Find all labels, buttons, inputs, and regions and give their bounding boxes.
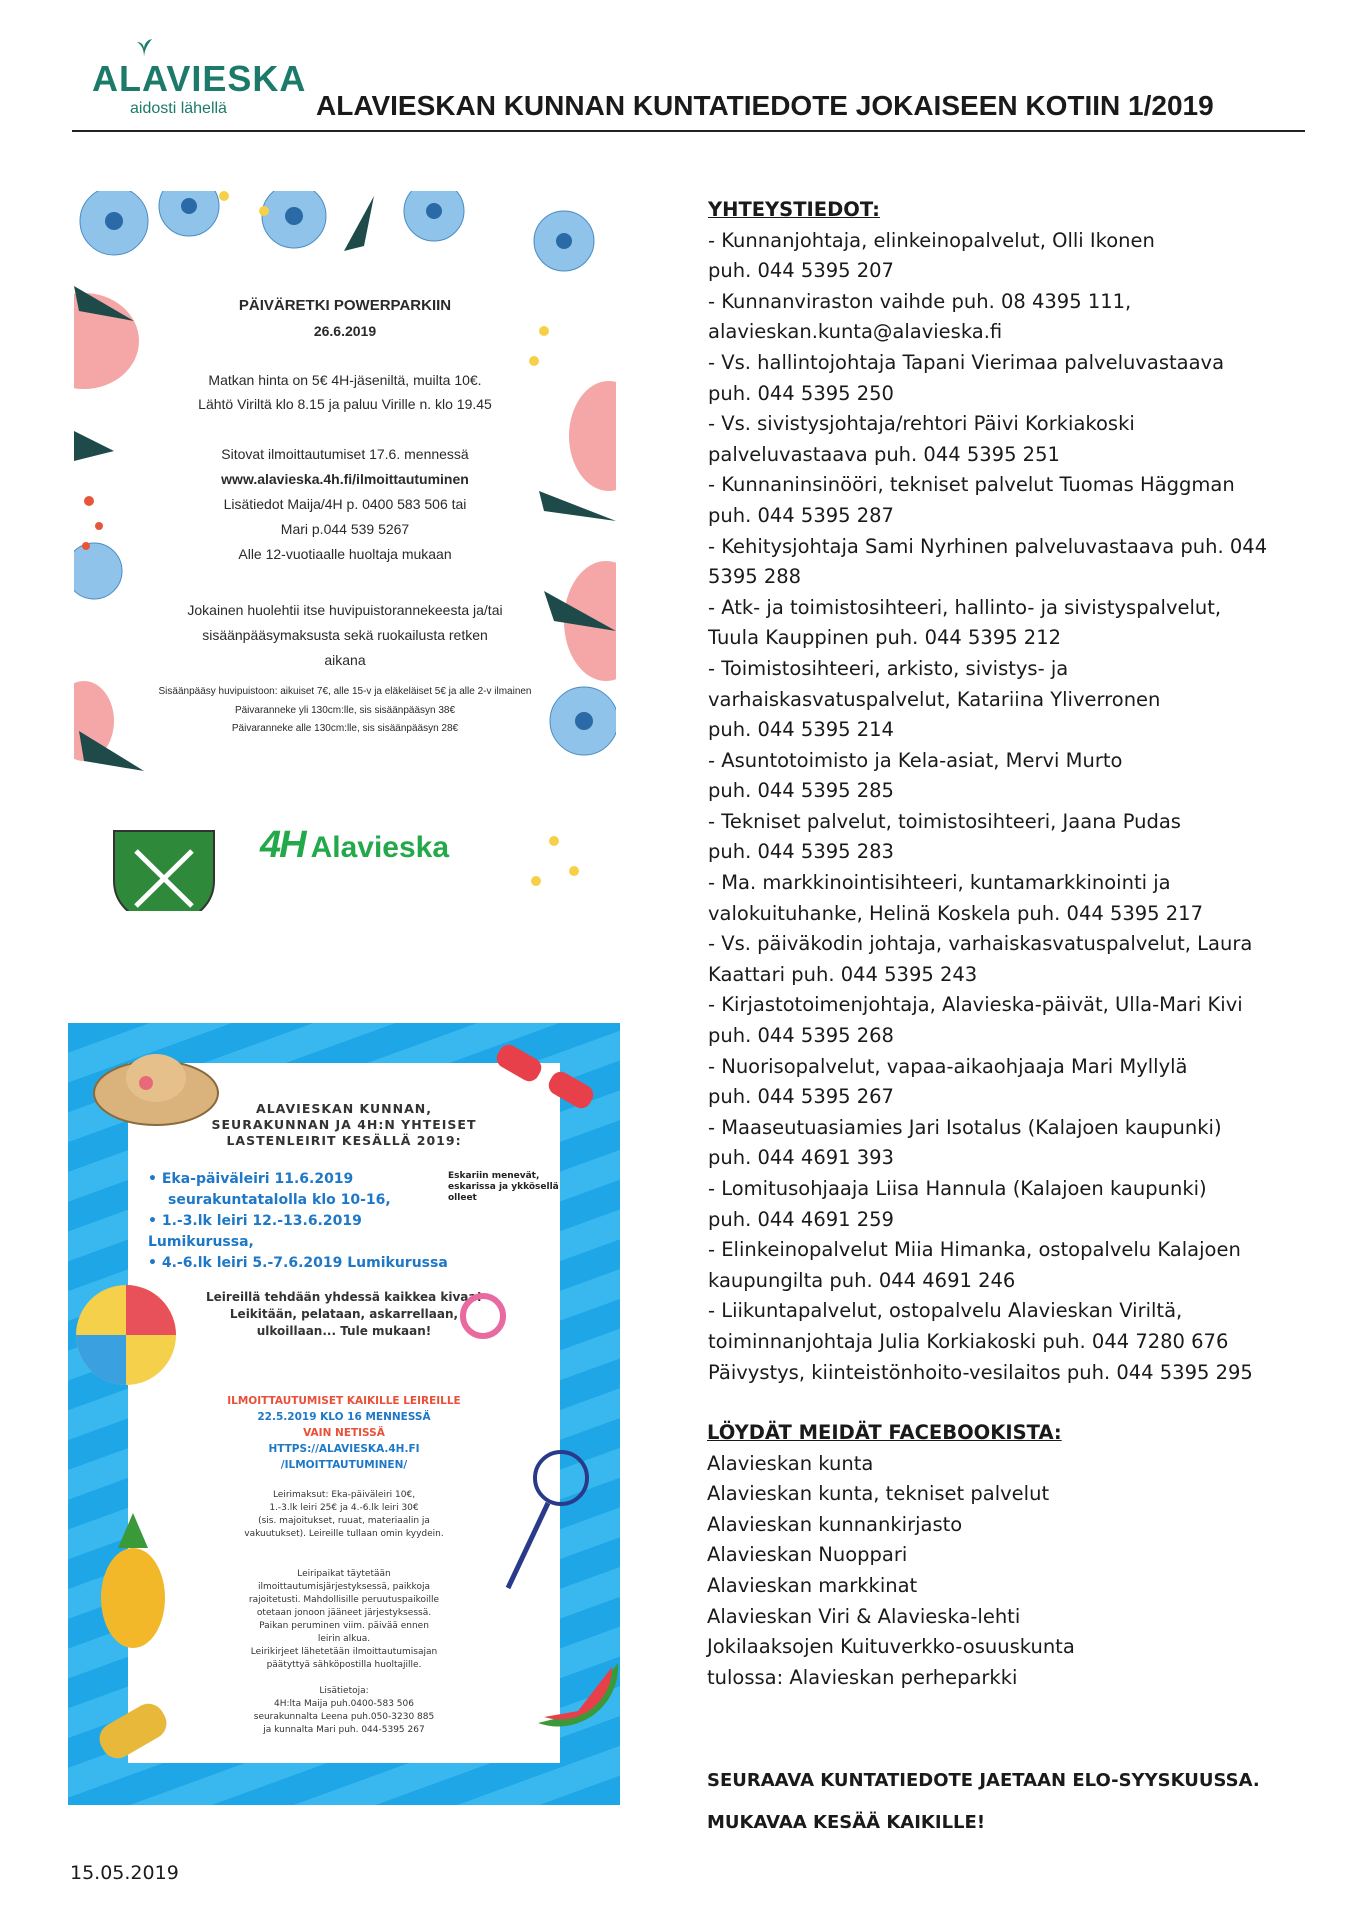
contact-line: - Lomitusohjaaja Liisa Hannula (Kalajoen kaupunki) xyxy=(708,1177,1207,1200)
4h-brand xyxy=(260,824,449,867)
camp-item-1: • Eka-päiväleiri 11.6.2019 xyxy=(148,1171,354,1187)
summer-greeting: MUKAVAA KESÄÄ KAIKILLE! xyxy=(707,1812,986,1833)
camp-registration-url: HTTPS://ALAVIESKA.4H.FI xyxy=(268,1443,420,1455)
facebook-item: Alavieskan Viri & Alavieska-lehti xyxy=(707,1604,1021,1628)
contact-line: - Tekniset palvelut, toimistosihteeri, Jaana Pudas xyxy=(708,809,1181,833)
camp-places-line-5: Paikan peruminen viim. päivää ennen xyxy=(259,1621,429,1631)
contact-line: - Kirjastotoimenjohtaja, Alavieska-päivät, Ulla-Mari Kivi xyxy=(708,993,1243,1017)
camp-fees-line-2: 1.-3.lk leiri 25€ ja 4.-6.lk leiri 30€ xyxy=(269,1503,419,1513)
facebook-item: Alavieskan kunta xyxy=(707,1451,874,1475)
poster-info-contact: Lisätiedot Maija/4H p. 0400 583 506 tai xyxy=(223,496,467,512)
camp-item-1-place: seurakuntatalolla klo 10-16, xyxy=(168,1192,391,1208)
camp-places-line-6: leirin alkua. xyxy=(317,1634,371,1644)
camp-fees-line-1: Leirimaksut: Eka-päiväleiri 10€, xyxy=(272,1490,416,1500)
contact-line: varhaiskasvatuspalvelut, Katariina Yliverronen xyxy=(708,687,1161,711)
summer-camp-poster xyxy=(68,1023,620,1805)
contact-line: puh. 044 5395 283 xyxy=(708,840,894,864)
contact-line: - Atk- ja toimistosihteeri, hallinto- ja sivistyspalvelut, xyxy=(708,595,1222,619)
page-title: ALAVIESKAN KUNNAN KUNTATIEDOTE JOKAISEEN KOTIIN 1/2019 xyxy=(316,90,1214,121)
closing-notes xyxy=(707,1760,1327,1844)
logo-tagline: aidosti lähellä xyxy=(130,100,227,117)
header-divider xyxy=(72,130,1305,132)
camp-item-2: • 1.-3.lk leiri 12.-13.6.2019 Lumikurussa, xyxy=(148,1213,362,1250)
contact-line: palveluvastaava puh. 044 5395 251 xyxy=(708,442,1060,466)
camp-places-line-2: ilmoittautumisjärjestyksessä, paikkoja xyxy=(258,1582,430,1592)
logo-sprout-icon xyxy=(132,36,156,58)
4h-brand-name: Alavieska xyxy=(310,831,450,864)
poster-registration-deadline: Sitovat ilmoittautumiset 17.6. mennessä xyxy=(221,446,469,462)
4h-logo: 4H xyxy=(260,824,305,866)
camp-heading-line-3: LASTENLEIRIT KESÄLLÄ 2019: xyxy=(226,1133,462,1148)
poster-departure: Lähtö Viriltä klo 8.15 ja paluu Virille n. klo 19.45 xyxy=(198,396,492,412)
camp-registration-line-1: ILMOITTAUTUMISET KAIKILLE LEIREILLE xyxy=(227,1395,461,1407)
poster-price: Matkan hinta on 5€ 4H-jäseniltä, muilta 10€. xyxy=(208,372,482,388)
contact-line: toiminnanjohtaja Julia Korkiakoski puh. 044 7280 676 xyxy=(708,1329,1229,1353)
camp-places-line-7: Leirikirjeet lähetetään ilmoittautumisajan xyxy=(250,1647,438,1657)
contact-line: - Kunnanjohtaja, elinkeinopalvelut, Olli Ikonen xyxy=(708,228,1155,252)
powerpark-trip-poster xyxy=(74,191,616,911)
camp-registration-deadline: 22.5.2019 KLO 16 MENNESSÄ xyxy=(257,1411,431,1423)
facebook-item: Alavieskan markkinat xyxy=(707,1573,918,1597)
contact-line: - Kunnaninsinööri, tekniset palvelut Tuomas Häggman xyxy=(708,473,1235,497)
facebook-item: tulossa: Alavieskan perheparkki xyxy=(707,1665,1018,1689)
contact-list xyxy=(708,195,1318,1388)
publish-date: 15.05.2019 xyxy=(70,1862,179,1884)
poster-wristband-under: Päivaranneke alle 130cm:lle, sis sisäänpääsyn 28€ xyxy=(231,723,459,734)
camp-places-line-8: päätyttyä sähköpostilla huoltajille. xyxy=(266,1660,422,1670)
camp-registration-online: VAIN NETISSÄ xyxy=(303,1427,385,1439)
facebook-item: Alavieskan kunta, tekniset palvelut xyxy=(707,1482,1050,1506)
contact-line: puh. 044 5395 268 xyxy=(708,1024,894,1048)
contacts-heading: YHTEYSTIEDOT: xyxy=(708,198,880,221)
contact-line: puh. 044 5395 207 xyxy=(708,259,894,283)
camp-item-3: • 4.-6.lk leiri 5.-7.6.2019 Lumikurussa xyxy=(148,1255,448,1271)
contact-line: Päivystys, kiinteistönhoito-vesilaitos puh. 044 5395 295 xyxy=(708,1360,1253,1384)
contact-line: puh. 044 4691 393 xyxy=(708,1146,894,1170)
summer-decorations xyxy=(68,1023,620,1805)
contact-line: puh. 044 5395 285 xyxy=(708,779,894,803)
camp-contact-municipality: ja kunnalta Mari puh. 044-5395 267 xyxy=(263,1725,425,1735)
next-bulletin-note: SEURAAVA KUNTATIEDOTE JAETAAN ELO-SYYSKUUSSA. xyxy=(707,1770,1260,1791)
contact-line: - Ma. markkinointisihteeri, kuntamarkkinointi ja xyxy=(708,871,1171,895)
camp-places-line-4: otetaan jonoon jääneet järjestyksessä. xyxy=(256,1608,432,1618)
poster-wristband-over: Päivaranneke yli 130cm:lle, sis sisäänpääsyn 38€ xyxy=(234,705,456,716)
logo-name: ALAVIESKA xyxy=(92,58,307,99)
facebook-item: Jokilaaksojen Kuituverkko-osuuskunta xyxy=(707,1635,1075,1659)
poster-guardian-note: Alle 12-vuotiaalle huoltaja mukaan xyxy=(238,546,452,562)
poster-admission-prices: Sisäänpääsy huvipuistoon: aikuiset 7€, alle 15-v ja eläkeläiset 5€ ja alle 2-v ilmainen xyxy=(158,686,532,697)
contact-line: - Nuorisopalvelut, vapaa-aikaohjaaja Mari Myllylä xyxy=(708,1054,1188,1078)
contact-line: - Asuntotoimisto ja Kela-asiat, Mervi Murto xyxy=(708,748,1123,772)
camp-fees-line-4: vakuutukset). Leireille tullaan omin kyydein. xyxy=(244,1529,444,1539)
facebook-pages xyxy=(707,1418,1317,1693)
camp-fees-line-3: (sis. majoitukset, ruuat, materiaalin ja xyxy=(258,1516,430,1526)
camp-contact-parish: seurakunnalta Leena puh.050-3230 885 xyxy=(253,1712,435,1722)
facebook-heading: LÖYDÄT MEIDÄT FACEBOOKISTA: xyxy=(707,1421,1062,1444)
camp-heading-line-2: SEURAKUNNAN JA 4H:N YHTEISET xyxy=(211,1117,477,1132)
facebook-item: Alavieskan kunnankirjasto xyxy=(707,1512,963,1536)
contact-line: - Maaseutuasiamies Jari Isotalus (Kalajoen kaupunki) xyxy=(708,1115,1222,1139)
camp-heading-line-1: ALAVIESKAN KUNNAN, xyxy=(256,1101,432,1116)
camp-places-line-3: rajoitetusti. Mahdollisille peruutuspaikoille xyxy=(248,1595,440,1605)
contact-line: - Liikuntapalvelut, ostopalvelu Alavieskan Viriltä, xyxy=(708,1299,1183,1323)
camp-description: Leireillä tehdään yhdessä kaikkea kivaa! Leikitään, pelataan, askarrellaan, ulkoillaan... Tule mukaan! xyxy=(206,1290,482,1338)
contact-line: - Kehitysjohtaja Sami Nyrhinen palveluvastaava puh. 044 xyxy=(708,534,1268,558)
contact-line: - Elinkeinopalvelut Miia Himanka, ostopalvelu Kalajoen xyxy=(708,1238,1241,1262)
poster-info-contact-2: Mari p.044 539 5267 xyxy=(280,521,410,537)
camp-places-line-1: Leiripaikat täytetään xyxy=(297,1569,391,1579)
contact-line: - Vs. sivistysjohtaja/rehtori Päivi Korkiakoski xyxy=(708,412,1135,436)
contact-line: puh. 044 5395 214 xyxy=(708,718,894,742)
contact-email-link[interactable]: alavieskan.kunta@alavieska.fi xyxy=(708,320,1003,344)
poster-date: 26.6.2019 xyxy=(313,323,377,339)
contact-line: - Vs. hallintojohtaja Tapani Vierimaa palveluvastaava xyxy=(708,350,1225,374)
camp-eligibility-note: Eskariin menevät, eskarissa ja ykkösellä olleet xyxy=(448,1171,559,1203)
contact-line: puh. 044 5395 287 xyxy=(708,503,894,527)
camp-registration-url-path: /ILMOITTAUTUMINEN/ xyxy=(280,1459,408,1471)
contact-line: puh. 044 5395 267 xyxy=(708,1085,894,1109)
contact-line: Tuula Kauppinen puh. 044 5395 212 xyxy=(708,626,1062,650)
poster-title: PÄIVÄRETKI POWERPARKIIN xyxy=(238,297,452,314)
contact-line: 5395 288 xyxy=(708,565,802,589)
contact-line: kaupungilta puh. 044 4691 246 xyxy=(708,1268,1016,1292)
facebook-item: Alavieskan Nuoppari xyxy=(707,1543,908,1567)
contact-line: puh. 044 4691 259 xyxy=(708,1207,894,1231)
contact-line: valokuituhanke, Helinä Koskela puh. 044 5395 217 xyxy=(708,901,1203,925)
contact-line: - Toimistosihteeri, arkisto, sivistys- ja xyxy=(708,656,1069,680)
poster-note-3: aikana xyxy=(324,652,366,668)
contact-line: - Kunnanviraston vaihde puh. 08 4395 111, xyxy=(708,289,1132,313)
poster-note-1: Jokainen huolehtii itse huvipuistorannekeesta ja/tai xyxy=(187,602,503,618)
poster-registration-url: www.alavieska.4h.fi/ilmoittautuminen xyxy=(221,471,469,487)
camp-contacts-heading: Lisätietoja: xyxy=(319,1686,369,1696)
poster-note-2: sisäänpääsymaksusta sekä ruokailusta retken xyxy=(202,627,488,643)
contact-line: - Vs. päiväkodin johtaja, varhaiskasvatuspalvelut, Laura xyxy=(708,932,1253,956)
camp-contact-4h: 4H:lta Maija puh.0400-583 506 xyxy=(274,1699,414,1709)
contact-line: puh. 044 5395 250 xyxy=(708,381,894,405)
contact-line: Kaattari puh. 044 5395 243 xyxy=(708,962,978,986)
